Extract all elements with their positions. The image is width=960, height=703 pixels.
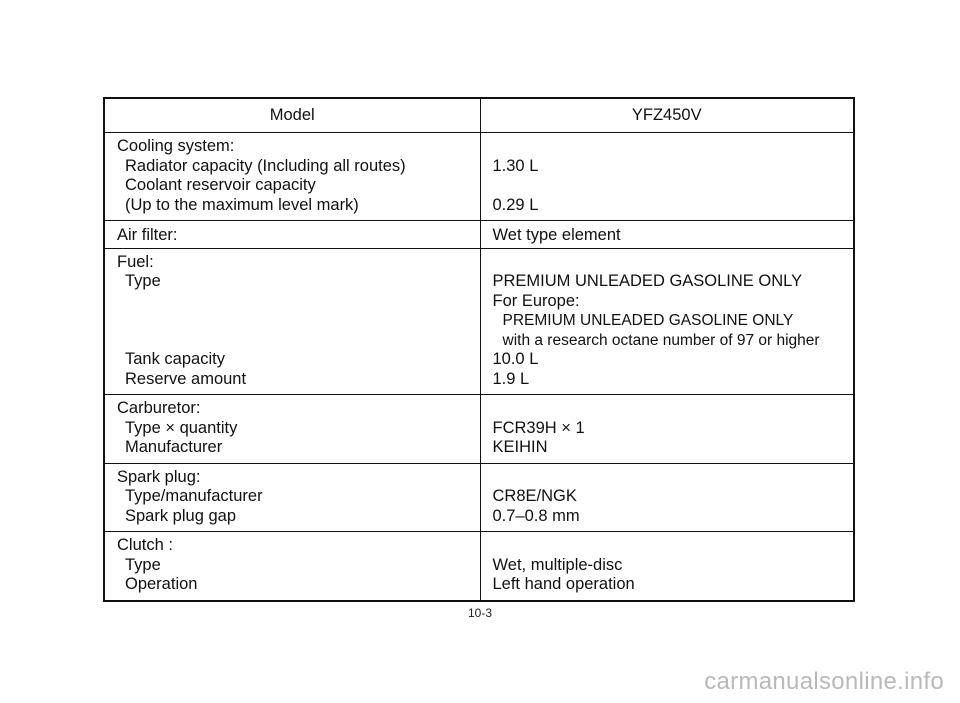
spec-label: Operation	[125, 575, 198, 593]
spec-value: Wet type element	[492, 226, 621, 244]
spec-label: Radiator capacity (Including all routes)	[125, 156, 406, 175]
spec-value: PREMIUM UNLEADED GASOLINE ONLY	[502, 312, 794, 329]
spec-label	[117, 331, 468, 351]
spec-value	[493, 253, 842, 273]
spec-label: Coolant reservoir capacity	[125, 176, 316, 194]
section-title: Spark plug:	[117, 467, 201, 486]
spec-value: 0.29 L	[492, 195, 539, 214]
spec-value: 10.0 L	[492, 350, 539, 368]
spec-value: FCR39H × 1	[492, 418, 585, 437]
section-title: Clutch :	[117, 536, 173, 554]
spec-label: Reserve amount	[125, 369, 247, 388]
spec-label: Spark plug gap	[125, 506, 236, 525]
spec-value: KEIHIN	[492, 438, 548, 456]
spec-value: PREMIUM UNLEADED GASOLINE ONLY	[492, 272, 803, 290]
section-title: Carburetor:	[117, 399, 201, 417]
spec-value	[493, 137, 842, 157]
spec-value	[493, 399, 842, 419]
watermark: carmanualsonline.info	[704, 668, 944, 695]
spec-value	[493, 536, 842, 556]
spec-label: Type	[125, 272, 161, 290]
table-row-spark-plug	[104, 463, 854, 532]
spec-label	[117, 311, 468, 331]
spec-value	[493, 468, 842, 488]
spec-label: Type/manufacturer	[125, 487, 263, 505]
model-header: Model	[104, 98, 480, 133]
spec-value: CR8E/NGK	[492, 487, 577, 505]
spec-value: Wet, multiple-disc	[492, 555, 623, 574]
table-row-clutch	[104, 532, 854, 601]
spec-value: Left hand operation	[492, 575, 635, 593]
spec-label: (Up to the maximum level mark)	[125, 195, 359, 214]
spec-value: 1.30 L	[492, 156, 539, 175]
spec-value: For Europe:	[492, 291, 580, 310]
specifications-table	[103, 97, 855, 602]
section-title: Cooling system:	[117, 137, 235, 155]
table-row-air-filter	[104, 221, 854, 249]
section-title: Fuel:	[117, 252, 154, 271]
spec-value	[493, 176, 842, 196]
spec-label: Type	[125, 555, 161, 574]
spec-label: Type × quantity	[125, 418, 238, 437]
spec-value: 0.7–0.8 mm	[492, 506, 580, 525]
table-row-carburetor	[104, 395, 854, 464]
spec-value: 1.9 L	[492, 369, 530, 388]
spec-label: Tank capacity	[125, 350, 225, 368]
table-row-cooling-system	[104, 133, 854, 221]
table-row-fuel	[104, 248, 854, 395]
page-number: 10-3	[467, 606, 493, 620]
table-header-row	[104, 98, 854, 133]
spec-value: with a research octane number of 97 or higher	[502, 331, 820, 349]
model-value: YFZ450V	[480, 98, 854, 133]
section-title: Air filter:	[117, 226, 178, 244]
spec-label: Manufacturer	[125, 438, 223, 456]
spec-label	[117, 292, 468, 312]
